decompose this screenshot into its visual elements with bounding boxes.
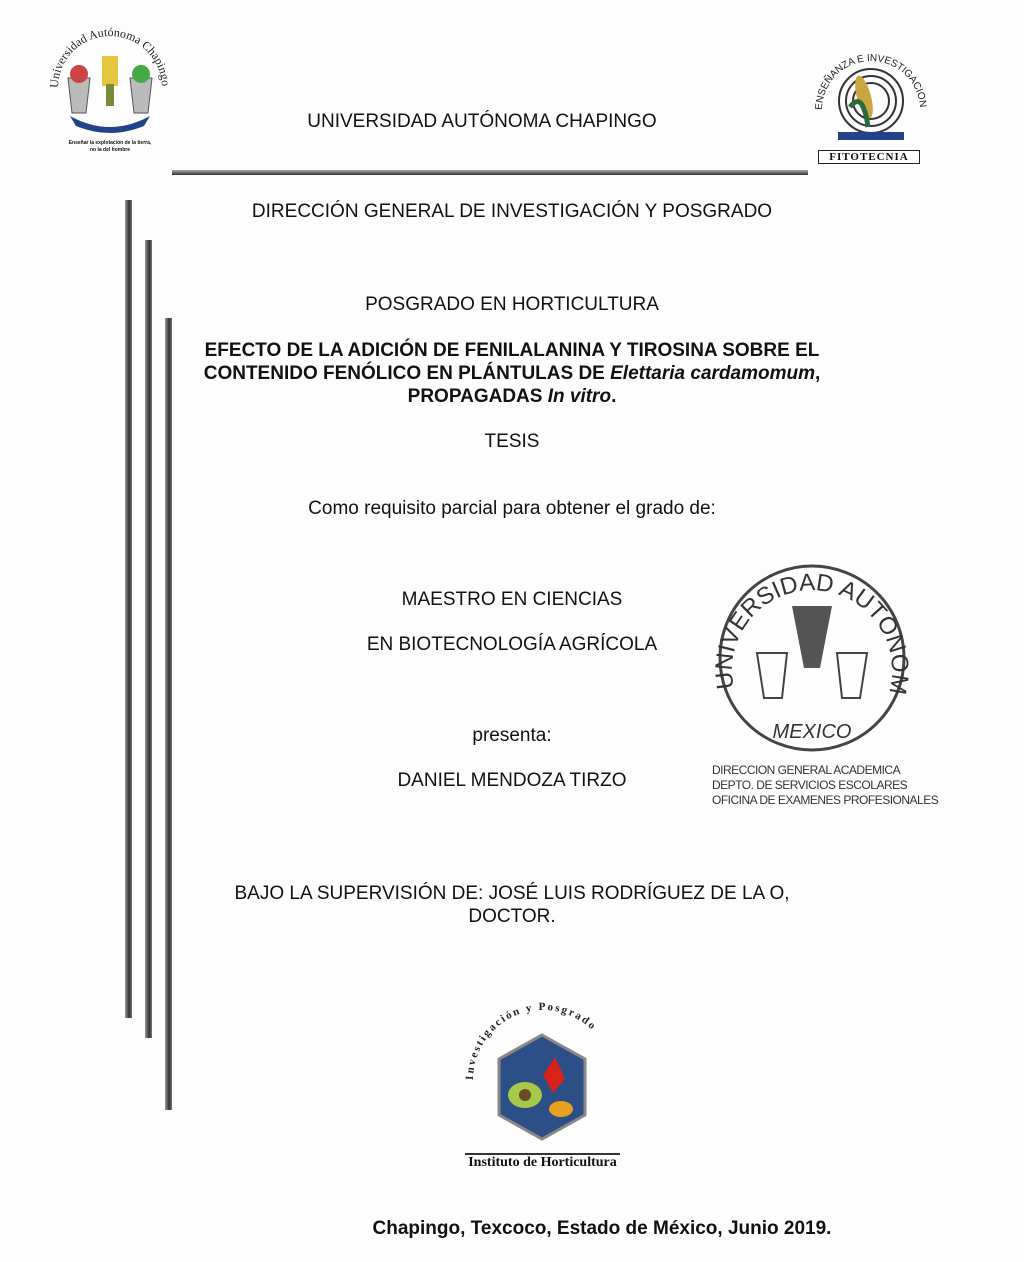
institute-label: Instituto de Horticultura <box>465 1153 620 1171</box>
svg-text:MEXICO: MEXICO <box>772 721 852 743</box>
thesis-title-line2: CONTENIDO FENÓLICO EN PLÁNTULAS DE Elettaria cardamomum, <box>203 363 821 384</box>
svg-text:Investigación y Posgrado: Investigación y Posgrado <box>465 1000 600 1081</box>
logo-motto: no la del hombre <box>89 147 130 153</box>
supervision-line1: BAJO LA SUPERVISIÓN DE: JOSÉ LUIS RODRÍGUEZ DE LA O, <box>234 883 790 904</box>
horticulture-institute-logo <box>465 995 620 1175</box>
program-title: POSGRADO EN HORTICULTURA <box>365 294 659 315</box>
svg-text:UNIVERSIDAD AUTONOMA CHAPINGO: UNIVERSIDAD AUTONOM <box>712 568 912 697</box>
degree-line2: EN BIOTECNOLOGÍA AGRÍCOLA <box>366 634 658 655</box>
logo-motto: Enseñar la explotación de la tierra, <box>68 140 152 146</box>
thesis-title-line1: EFECTO DE LA ADICIÓN DE FENILALANINA Y TIROSINA SOBRE EL <box>204 340 820 361</box>
fitotecnia-label: FITOTECNIA <box>818 150 920 164</box>
header-divider <box>172 170 808 175</box>
svg-text:Universidad Autónoma Chapingo: Universidad Autónoma Chapingo <box>46 24 174 89</box>
fitotecnia-logo <box>808 35 933 167</box>
stamp-line2: DEPTO. DE SERVICIOS ESCOLARES <box>712 778 908 792</box>
requirement-text: Como requisito parcial para obtener el grado de: <box>308 498 716 519</box>
official-stamp <box>712 558 939 823</box>
university-name: UNIVERSIDAD AUTÓNOMA CHAPINGO <box>307 111 657 132</box>
place-and-date: Chapingo, Texcoco, Estado de México, Junio 2019. <box>372 1218 832 1239</box>
document-type: TESIS <box>484 431 540 452</box>
degree-line1: MAESTRO EN CIENCIAS <box>401 589 623 610</box>
stamp-line1: DIRECCION GENERAL ACADEMICA <box>712 763 901 777</box>
direction-title: DIRECCIÓN GENERAL DE INVESTIGACIÓN Y POSGRADO <box>251 201 773 222</box>
author-name: DANIEL MENDOZA TIRZO <box>397 770 627 791</box>
svg-text:ENSEÑANZA E INVESTIGACION: ENSEÑANZA E INVESTIGACION <box>813 52 929 111</box>
stamp-line3: OFICINA DE EXAMENES PROFESIONALES <box>712 793 939 807</box>
thesis-title-line3: PROPAGADAS In vitro. <box>407 386 617 407</box>
supervision-line2: DOCTOR. <box>468 906 556 927</box>
presents-label: presenta: <box>472 725 552 746</box>
